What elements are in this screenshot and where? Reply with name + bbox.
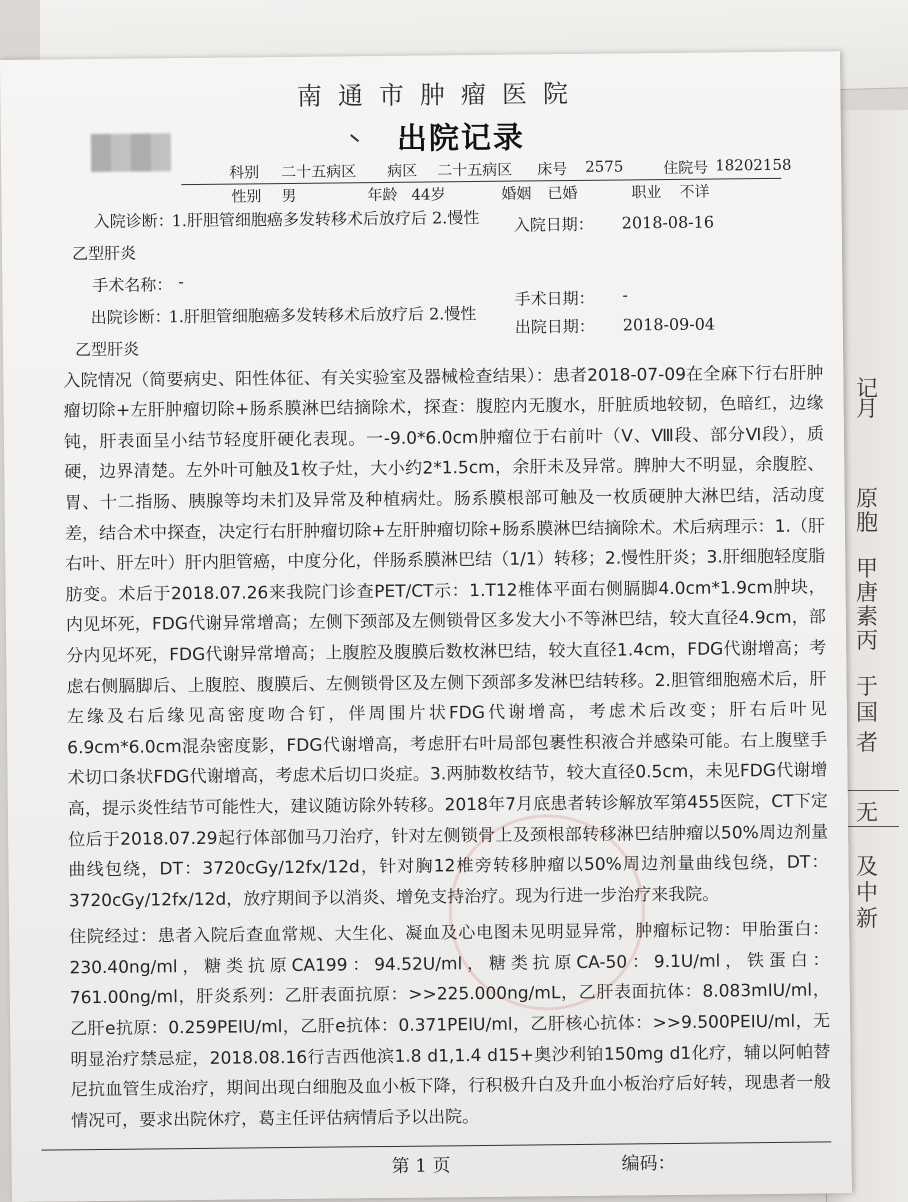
ward-value: 二十五病区 <box>437 160 513 180</box>
discharge-dx-line1: 1.肝胆管细胞癌多发转移术后放疗后 2.慢性 <box>168 304 477 327</box>
marital-label: 婚姻 <box>501 184 532 203</box>
discharge-dx-label: 出院诊断： <box>90 307 171 328</box>
bed-value: 2575 <box>585 157 624 176</box>
side-char: 原 <box>855 487 878 512</box>
side-char: 甲 <box>855 557 878 582</box>
record-body <box>63 327 831 1136</box>
side-char: 中 <box>855 881 878 906</box>
side-char: 国 <box>855 701 878 726</box>
surgery-name-label: 手术名称： <box>92 275 173 296</box>
admit-date-value: 2018-08-16 <box>621 212 715 233</box>
discharge-date-label: 出院日期： <box>514 316 595 337</box>
discharge-date-value: 2018-09-04 <box>622 314 716 335</box>
surgery-date-value: - <box>622 285 629 305</box>
side-char: 无 <box>855 801 878 826</box>
admission-no-label: 住院号 <box>663 158 709 178</box>
dept-label: 科别 <box>229 163 260 182</box>
hospital-course: 住院经过：患者入院后查血常规、大生化、凝血及心电图未见明显异常，肿瘤标记物：甲胎蛋白：230.40ng/ml，糖类抗原CA199：94.52U/ml，糖类抗原CA-50：9.1U/ml，铁蛋白：761.00ng/ml，肝炎系列：乙肝表面抗原：>>225.000ng/mL，乙肝表面抗体：8.083mIU/ml，乙肝e抗原：0.259PEIU/ml，乙肝e抗体：0.371PEIU/ml，乙肝核心抗体：>>9.500PEIU/ml，无明显治疗禁忌症，2018.08.16行吉西他滨1.8 d1,1.4 d15+奥沙利铂150mg d1化疗，辅以阿帕替尼抗血管生成治疗，期间出现白细胞及血小板下降，行积极升白及升血小板治疗后好转，现患者一般情况可，要求出院休疗，葛主任评估病情后予以出院。 <box>69 919 831 1132</box>
side-char: 丙 <box>855 629 878 654</box>
ward-label: 病区 <box>387 161 418 180</box>
admit-dx-line1: 1.肝胆管细胞癌多发转移术后放疗后 2.慢性 <box>171 207 480 231</box>
sex-value: 男 <box>281 186 297 206</box>
age-label: 年龄 <box>367 185 398 205</box>
side-char: 胞 <box>855 511 878 536</box>
redacted-block <box>91 133 171 172</box>
footer-divider <box>41 1141 831 1150</box>
sex-label: 性别 <box>231 187 262 206</box>
discharge-record-page <box>0 51 852 1202</box>
marital-value: 已婚 <box>547 183 578 203</box>
admission-no-value: 18202158 <box>715 155 792 175</box>
bed-label: 床号 <box>537 160 568 179</box>
admit-dx-line2: 乙型肝炎 <box>71 243 137 264</box>
side-char: 素 <box>855 605 878 630</box>
admission-summary: 入院情况（简要病史、阳性体征、有关实验室及器械检查结果）：患者2018-07-09在全麻下行右肝肿瘤切除+左肝肿瘤切除+肠系膜淋巴结摘除术，探查：腹腔内无腹水，肝脏质地较韧，色暗红，边缘钝，肝表面呈小结节轻度肝硬化表现。一-9.0*6.0cm肿瘤位于右前叶（Ⅴ、Ⅷ段、部分Ⅵ段），质硬，边界清楚。左外叶可触及1枚子灶，大小约2*1.5cm，余肝未及异常。脾肿大不明显，余腹腔、胃、十二指肠、胰腺等均未扪及异常及种植病灶。肠系膜根部可触及一枚质硬肿大淋巴结，活动度差，结合术中探查，决定行右肝肿瘤切除+左肝肿瘤切除+肠系膜淋巴结摘除术。术后病理示：1.（肝右叶、肝左叶）肝内胆管癌，中度分化，伴肠系膜淋巴结（1/1）转移；2.慢性肝炎；3.肝细胞轻度脂肪变。术后于2018.07.26来我院门诊查PET/CT示：1.T12椎体平面右侧膈脚4.0cm*1.9cm肿块，内见坏死，FDG代谢异常增高；左侧下颈部及左侧锁骨区多发大小不等淋巴结，较大直径4.9cm，部分内见坏死，FDG代谢异常增高；上腹腔及腹膜后数枚淋巴结，较大直径1.4cm，FDG代谢增高；考虑右侧膈脚后、上腹腔、腹膜后、左侧锁骨区及左侧下颈部多发淋巴结转移。2.胆管细胞癌术后，肝左缘及右后缘见高密度吻合钉，伴周围片状FDG代谢增高，考虑术后改变；肝右后叶见6.9cm*6.0cm混杂密度影，FDG代谢增高，考虑肝右叶局部包裹性积液合并感染可能。右上腹壁手术切口条状FDG代谢增高，考虑术后切口炎症。3.两肺数枚结节，较大直径0.5cm，未见FDG代谢增高，提示炎性结节可能性大，建议随访除外转移。2018年7月底患者转诊解放军第455医院，CT下定位后于2018.07.29起行体部伽马刀治疗，针对左侧锁骨上及颈根部转移淋巴结肿瘤以50%周边剂量曲线包绕，DT：3720cGy/12fx/12d，针对胸12椎旁转移肿瘤以50%周边剂量曲线包绕，DT：3720cGy/12fx/12d，放疗期间予以消炎、增免支持治疗。现为行进一步治疗来我院。 <box>63 362 829 912</box>
admit-date-label: 入院日期： <box>513 214 594 235</box>
surgery-name-value: - <box>178 272 184 292</box>
page-footer <box>11 1141 851 1190</box>
side-char: 者 <box>855 731 878 756</box>
header-row-patient <box>231 180 791 208</box>
hospital-name: 南通市肿瘤医院 <box>296 78 585 111</box>
side-char: 记 <box>855 377 878 402</box>
code-label: 编码： <box>621 1152 676 1175</box>
side-char: 唐 <box>855 581 878 606</box>
side-char: 及 <box>855 855 878 880</box>
age-value: 44岁 <box>411 185 446 204</box>
occupation-value: 不详 <box>679 182 710 201</box>
side-char: 新 <box>855 907 878 932</box>
occupation-label: 职业 <box>631 183 662 202</box>
document-title: 出院记录 <box>396 120 526 157</box>
admit-dx-label: 入院诊断： <box>93 211 174 232</box>
side-char: 于 <box>855 675 878 700</box>
side-char: 月 <box>855 397 878 422</box>
surgery-date-label: 手术日期： <box>514 288 595 309</box>
discharge-dx-line2: 乙型肝炎 <box>74 339 140 360</box>
dept-value: 二十五病区 <box>281 162 357 182</box>
page-number: 第 1 页 <box>391 1155 451 1177</box>
